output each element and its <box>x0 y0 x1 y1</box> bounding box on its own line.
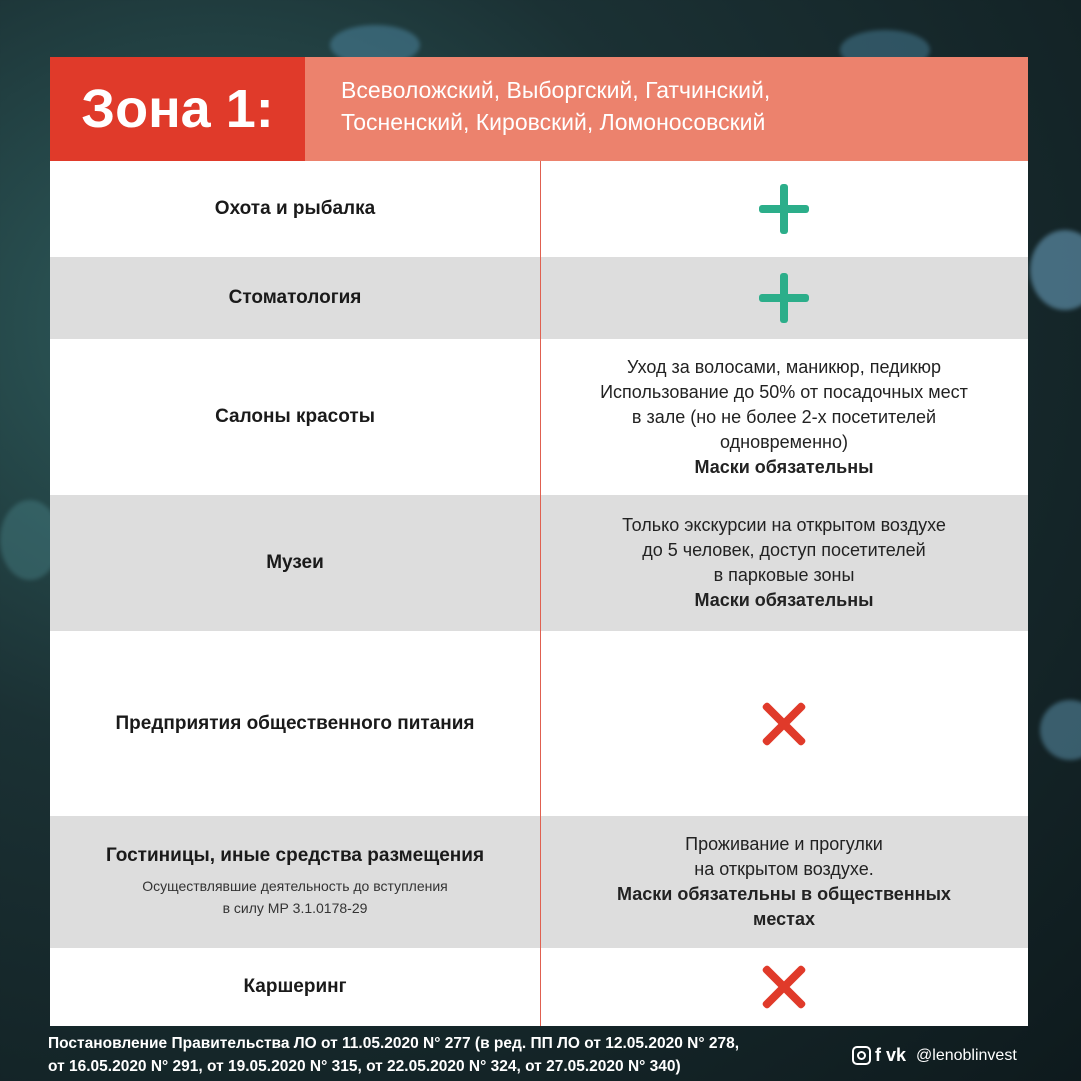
row-label: Каршеринг <box>243 976 347 997</box>
legal-line: Постановление Правительства ЛО от 11.05.2020 N° 277 (в ред. ПП ЛО от 12.05.2020 N° 278, <box>48 1035 740 1052</box>
table-row <box>50 161 1028 257</box>
condition-line: в парковые зоны <box>713 565 855 585</box>
districts-line: Всеволожский, Выборгский, Гатчинский, <box>341 77 771 103</box>
table-row <box>50 631 1028 816</box>
rules-table <box>50 161 1028 1026</box>
row-status <box>540 963 1028 1011</box>
social-block <box>852 1045 1017 1066</box>
legal-line: от 16.05.2020 N° 291, от 19.05.2020 N° 315, от 22.05.2020 N° 324, от 27.05.2020 N° 340) <box>48 1058 681 1075</box>
condition-line: Проживание и прогулки <box>685 834 883 854</box>
condition-line: одновременно) <box>720 431 848 452</box>
sublabel-line: Осуществлявшие деятельность до вступления <box>142 878 448 894</box>
social-handle[interactable]: @lenoblinvest <box>916 1046 1017 1064</box>
mask-note: Маски обязательны <box>694 456 874 477</box>
row-conditions <box>540 513 1028 613</box>
zone-title: Зона 1: <box>50 57 305 161</box>
row-label: Предприятия общественного питания <box>115 712 475 734</box>
table-row <box>50 339 1028 495</box>
background-virus-shape <box>1030 230 1081 310</box>
row-label: Стоматология <box>228 287 362 308</box>
condition-line: в зале (но не более 2-х посетителей <box>631 406 937 427</box>
row-sublabel <box>70 875 520 919</box>
zone-header <box>50 57 1028 161</box>
table-row <box>50 495 1028 631</box>
row-label: Гостиницы, иные средства размещения <box>105 845 485 866</box>
condition-line: Уход за волосами, маникюр, педикюр <box>626 356 941 377</box>
cross-icon <box>760 963 808 1011</box>
plus-icon <box>759 184 809 234</box>
row-status <box>540 184 1028 234</box>
row-status <box>540 700 1028 748</box>
mask-note: Маски обязательны в общественных <box>617 884 951 904</box>
condition-line: Только экскурсии на открытом воздухе <box>622 515 946 535</box>
legal-reference <box>48 1032 848 1078</box>
cross-icon <box>760 700 808 748</box>
table-row <box>50 816 1028 948</box>
zone-card <box>50 57 1028 1026</box>
row-conditions <box>540 832 1028 932</box>
districts-line: Тосненский, Кировский, Ломоносовский <box>341 109 766 135</box>
condition-line: на открытом воздухе. <box>694 859 874 879</box>
condition-line: Использование до 50% от посадочных мест <box>600 381 968 402</box>
row-label: Салоны красоты <box>215 406 375 427</box>
table-row <box>50 948 1028 1026</box>
column-divider <box>540 161 541 1026</box>
mask-note: Маски обязательны <box>694 590 874 610</box>
row-conditions <box>540 355 1028 480</box>
row-label: Музеи <box>266 552 324 573</box>
facebook-vk-icons[interactable]: f vk <box>875 1045 907 1065</box>
row-label: Охота и рыбалка <box>214 198 376 219</box>
table-row <box>50 257 1028 339</box>
instagram-icon[interactable] <box>852 1046 871 1065</box>
row-label-block <box>50 845 540 919</box>
plus-icon <box>759 273 809 323</box>
background-virus-shape <box>1040 700 1081 760</box>
mask-note: местах <box>753 909 815 929</box>
zone-districts <box>305 57 1028 161</box>
condition-line: до 5 человек, доступ посетителей <box>642 540 926 560</box>
row-status <box>540 273 1028 323</box>
sublabel-line: в силу МР 3.1.0178-29 <box>222 900 368 916</box>
